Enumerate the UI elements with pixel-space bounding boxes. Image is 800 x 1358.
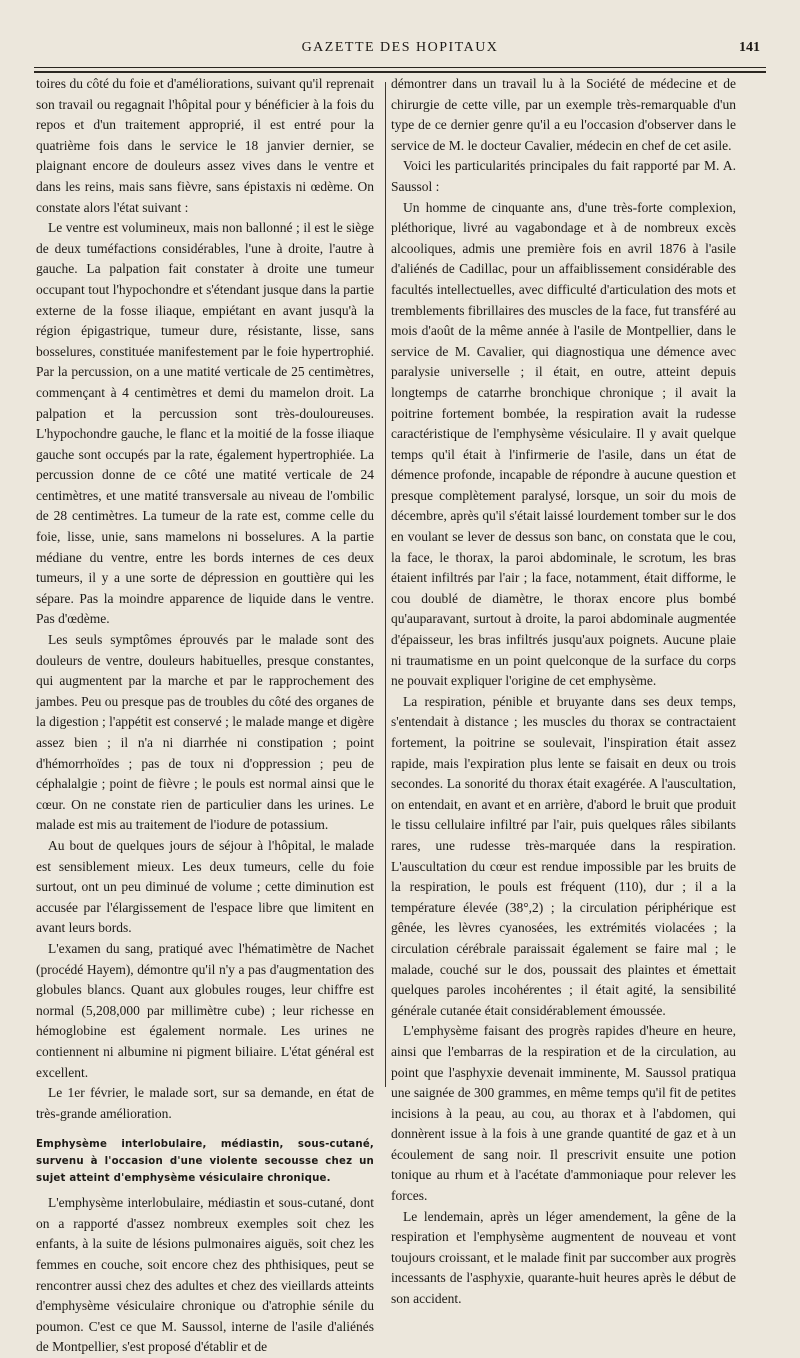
section-heading: Emphysème interlobulaire, médiastin, sous-cutané, survenu à l'occasion d'une violente secousse chez un sujet atteint d'emphysème vésiculaire chronique.	[36, 1139, 374, 1185]
page-header	[0, 40, 800, 62]
paragraph: L'emphysème interlobulaire, médiastin et sous-cutané, dont on a rapporté d'assez nombreux exemples soit chez les enfants, à la suite de lésions pulmonaires aiguës, soit chez les femmes en couche, soit encore chez des phthisiques, peut se rencontrer aussi chez des adultes et chez des vieillards atteints d'emphysème vésiculaire chronique ou d'atrophie sénile du poumon. C'est ce que M. Saussol, interne de l'asile d'aliénés de Montpellier, s'est proposé d'établir et de	[36, 1195, 374, 1355]
column-divider	[385, 82, 386, 1087]
paragraph: La respiration, pénible et bruyante dans ses deux temps, s'entendait à distance ; les muscles du thorax se contractaient fortement, la poitrine se soulevait, l'inspiration était assez rapide, mais l'expiration plus lente se faisait en deux ou trois secondes. La sonorité du thorax était exagérée. A l'auscultation, on entendait, en avant et en arrière, d'abord le bruit que produit le tissu cellulaire infiltré par l'air, puis quelques râles sibilants rares, une rudesse très-marquée dans la respiration. L'auscultation du cœur est rendue impossible par les bruits de la respiration, le pouls est fréquent (110), dur ; il a la température élevée (38°,2) ; la circulation périphérique est gênée, les lèvres cyanosées, les extrémités violacées ; la circulation cérébrale paraissait également se faire mal ; le malade, couché sur le dos, poussait des plaintes et émettait quelques paroles incohérentes ; il était agité, la sensibilité générale cutanée était considérablement émoussée.	[391, 693, 736, 1018]
paragraph: Le lendemain, après un léger amendement, la gêne de la respiration et l'emphysème augmentent de nouveau et vont toujours croissant, et le malade finit par succomber aux progrès incessants de l'asphyxie, quarante-huit heures après le début de son accident.	[391, 1208, 736, 1307]
paragraph: Le 1er février, le malade sort, sur sa demande, en état de très-grande amélioration.	[36, 1085, 374, 1121]
paragraph: L'examen du sang, pratiqué avec l'hématimètre de Nachet (procédé Hayem), démontre qu'il n'y a pas d'augmentation des globules blancs. Quant aux globules rouges, leur chiffre est normal (5,208,000 par millimètre cube) ; leur richesse en hémoglobine est également normale. Les urines ne contiennent ni albumine ni pigment biliaire. L'état général est excellent.	[36, 940, 374, 1080]
header-rule-thin	[34, 67, 766, 68]
paragraph: Un homme de cinquante ans, d'une très-forte complexion, pléthorique, livré au vagabondage et à de nombreux excès alcooliques, admis une première fois en avril 1876 à l'asile d'aliénés de Cadillac, pour un affaiblissement considérable des facultés intellectuelles, avec difficulté d'articulation des mots et tremblements fibrillaires des muscles de la face, fut transféré au mois d'août de la même année à l'asile de Montpellier, dans le service de M. Cavalier, qui diagnostiqua une démence avec paralysie universelle ; il était, en outre, atteint depuis longtemps de catarrhe bronchique chronique ; il avait la poitrine fortement bombée, la respiration avait la rudesse caractéristique de l'emphysème vésiculaire. Il y avait quelque temps qu'il était à l'infirmerie de l'asile, dans un état de démence profonde, incapable de répondre à aucune question et presque complètement paralysé, lorsque, un soir du mois de décembre, après qu'il s'était laissé lourdement tomber sur le dos en voulant se lever de dessus son banc, on constata que le cou, la face, le thorax, la paroi abdominale, le scrotum, les bras étaient infiltrés par l'air ; la face, notamment, était difforme, le cou doublé de diamètre, le thorax encore plus bombé qu'auparavant, surtout à droite, la paroi abdominale augmentée d'épaisseur, les bras infiltrés jusqu'aux poignets. Aucune plaie ni traumatisme en un point quelconque de la surface du corps ne pouvait expliquer l'origine de cet emphysème.	[391, 199, 736, 689]
paragraph: Les seuls symptômes éprouvés par le malade sont des douleurs de ventre, douleurs habituelles, presque constantes, qui augmentent par la marche et par le rapprochement des jambes. Peu ou presque pas de troubles du côté des organes de la digestion ; l'appétit est conservé ; le malade mange et digère assez bien ; il n'a ni diarrhée ni constipation ; point d'hémorrhoïdes ; pas de toux ni d'oppression ; peu de céphalalgie ; point de fièvre ; le pouls est normal ainsi que le cœur. On ne constate rien de particulier dans les urines. Le malade est mis au traitement de l'iodure de potassium.	[36, 632, 374, 833]
paragraph: L'emphysème faisant des progrès rapides d'heure en heure, ainsi que l'embarras de la respiration et de la circulation, au point que l'asphyxie devenait imminente, M. Saussol pratiqua une saignée de 300 grammes, en même temps qu'il fit de petites incisions à la peau, au cou, au thorax et à l'abdomen, qui donnèrent issue à la fois à une grande quantité de gaz et à un écoulement de sang noir. Il prescrivit ensuite une potion tonique au rhum et à l'acétate d'ammoniaque pour relever les forces.	[391, 1023, 736, 1204]
paragraph: Voici les particularités principales du fait rapporté par M. A. Saussol :	[391, 158, 736, 194]
running-title: GAZETTE DES HOPITAUX	[301, 40, 499, 55]
paragraph: démontrer dans un travail lu à la Société de médecine et de chirurgie de cette ville, par un exemple très-remarquable d'un type de ce dernier genre qu'il a eu l'occasion d'observer dans le service de M. le docteur Cavalier, médecin en chef de cet asile.	[391, 76, 736, 153]
page-number: 141	[739, 40, 760, 55]
paragraph: toires du côté du foie et d'améliorations, suivant qu'il reprenait son travail ou regagnait l'hôpital pour y bénéficier à la fois du repos et d'un traitement approprié, il est entré pour la quatrième fois dans le service le 18 janvier dernier, se plaignant encore de douleurs assez vives dans le ventre et dans les reins, mais sans fièvre, sans épistaxis ni œdème. On constate alors l'état suivant :	[36, 76, 374, 215]
paragraph: Le ventre est volumineux, mais non ballonné ; il est le siège de deux tuméfactions considérables, l'une à droite, l'autre à gauche. La palpation fait constater à droite une tumeur occupant tout l'hypochondre et s'étendant jusque dans la partie externe de la fosse iliaque, empiétant en avant jusqu'à la région épigastrique, tumeur dure, résistante, lisse, sans bosselures, constituée manifestement par le foie hypertrophié. Par la percussion, on a une matité verticale de 25 centimètres, commençant à 4 centimètres et demi du mamelon droit. La palpation et la percussion sont très-douloureuses. L'hypochondre gauche, le flanc et la moitié de la fosse iliaque gauche sont occupés par la rate, également hypertrophiée. La percussion donne de ce côté une matité verticale de 24 centimètres, et une matité transversale au niveau de l'ombilic de 28 centimètres. La tumeur de la rate est, comme celle du foie, lisse, unie, sans mamelons ni bosselures. A la partie médiane du ventre, entre les bords internes de ces deux tumeurs, il y a une sorte de dépression en gouttière qui les sépare. Pas la moindre apparence de liquide dans le ventre. Pas d'œdème.	[36, 220, 374, 627]
paragraph: Au bout de quelques jours de séjour à l'hôpital, le malade est sensiblement mieux. Les deux tumeurs, celle du foie surtout, ont un peu diminué de volume ; cette diminution est accusée par l'élargissement de l'espace libre que limitent en avant leurs bords.	[36, 837, 374, 936]
header-rule-thick	[34, 71, 766, 73]
left-column	[36, 74, 374, 1355]
right-column	[391, 74, 736, 1307]
